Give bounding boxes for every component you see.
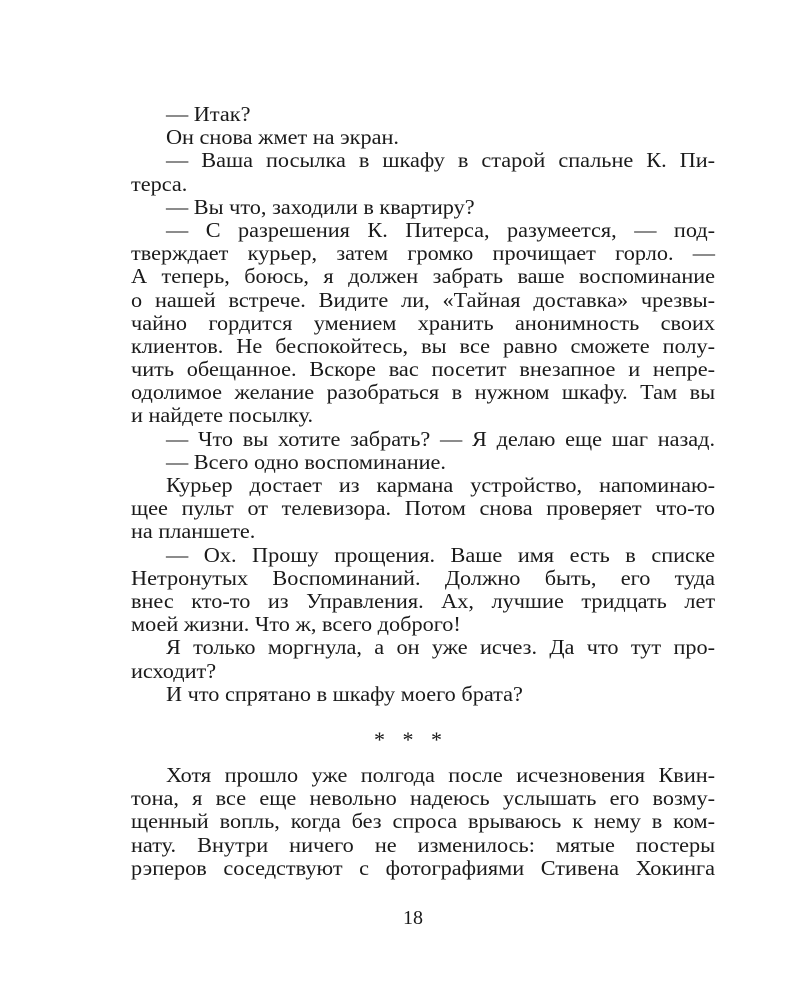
text-line: — Итак? bbox=[165, 102, 251, 126]
text-line: Он снова жмет на экран. bbox=[165, 125, 399, 150]
text-line: — С разрешения К. Питерса, разумеется, — под- bbox=[165, 217, 716, 242]
text-block-next-section bbox=[131, 764, 750, 880]
text-line: Я только моргнула, а он уже исчез. Да что тут про- bbox=[165, 635, 716, 660]
text-line: о нашей встрече. Видите ли, «Тайная доставка» чрезвы- bbox=[131, 287, 716, 312]
section-separator: * * * bbox=[374, 727, 448, 752]
text-line: чайно гордится умением хранить анонимность своих bbox=[131, 310, 716, 335]
text-line: — Ваша посылка в шкафу в старой спальне К. Пи- bbox=[165, 148, 716, 173]
text-line: тона, я все еще невольно надеюсь услышать его возму- bbox=[131, 786, 716, 811]
text-line: — Всего одно воспоминание. bbox=[165, 449, 446, 474]
text-line: щее пульт от телевизора. Потом снова проверяет что-то bbox=[131, 496, 716, 521]
text-block-dialogue bbox=[131, 103, 750, 706]
text-line: чить обещанное. Вскоре вас посетит внезапное и непре- bbox=[131, 357, 716, 382]
text-line: и найдете посылку. bbox=[131, 403, 314, 428]
text-line: И что спрятано в шкафу моего брата? bbox=[165, 681, 523, 706]
text-line: — Ох. Прошу прощения. Ваше имя есть в списке bbox=[165, 542, 716, 567]
text-line: клиентов. Не беспокойтесь, вы все равно сможете полу- bbox=[131, 333, 716, 358]
text-line: А теперь, боюсь, я должен забрать ваше воспоминание bbox=[131, 264, 716, 289]
text-line: Нетронутых Воспоминаний. Должно быть, его туда bbox=[131, 565, 716, 590]
text-line: на планшете. bbox=[131, 519, 256, 544]
text-line: терса. bbox=[131, 171, 188, 196]
text-line: нату. Внутри ничего не изменилось: мятые постеры bbox=[131, 832, 716, 857]
text-line: тверждает курьер, затем громко прочищает горло. — bbox=[131, 241, 716, 266]
text-line: Курьер достает из кармана устройство, напоминаю- bbox=[165, 473, 716, 497]
text-line: одолимое желание разобраться в нужном шкафу. Там вы bbox=[131, 380, 716, 405]
page-number: 18 bbox=[403, 907, 423, 929]
text-line: моей жизни. Что ж, всего доброго! bbox=[131, 612, 461, 637]
text-line: Хотя прошло уже полгода после исчезновения Квин- bbox=[165, 763, 716, 787]
text-line: щенный вопль, когда без спроса врываюсь к нему в ком- bbox=[131, 809, 716, 834]
text-line: — Вы что, заходили в квартиру? bbox=[165, 194, 475, 219]
text-line: — Что вы хотите забрать? — Я делаю еще шаг назад. bbox=[165, 426, 716, 451]
text-line: рэперов соседствуют с фотографиями Стивена Хокинга bbox=[131, 855, 716, 880]
text-line: исходит? bbox=[131, 658, 217, 683]
text-line: внес кто-то из Управления. Ах, лучшие тридцать лет bbox=[131, 588, 716, 613]
